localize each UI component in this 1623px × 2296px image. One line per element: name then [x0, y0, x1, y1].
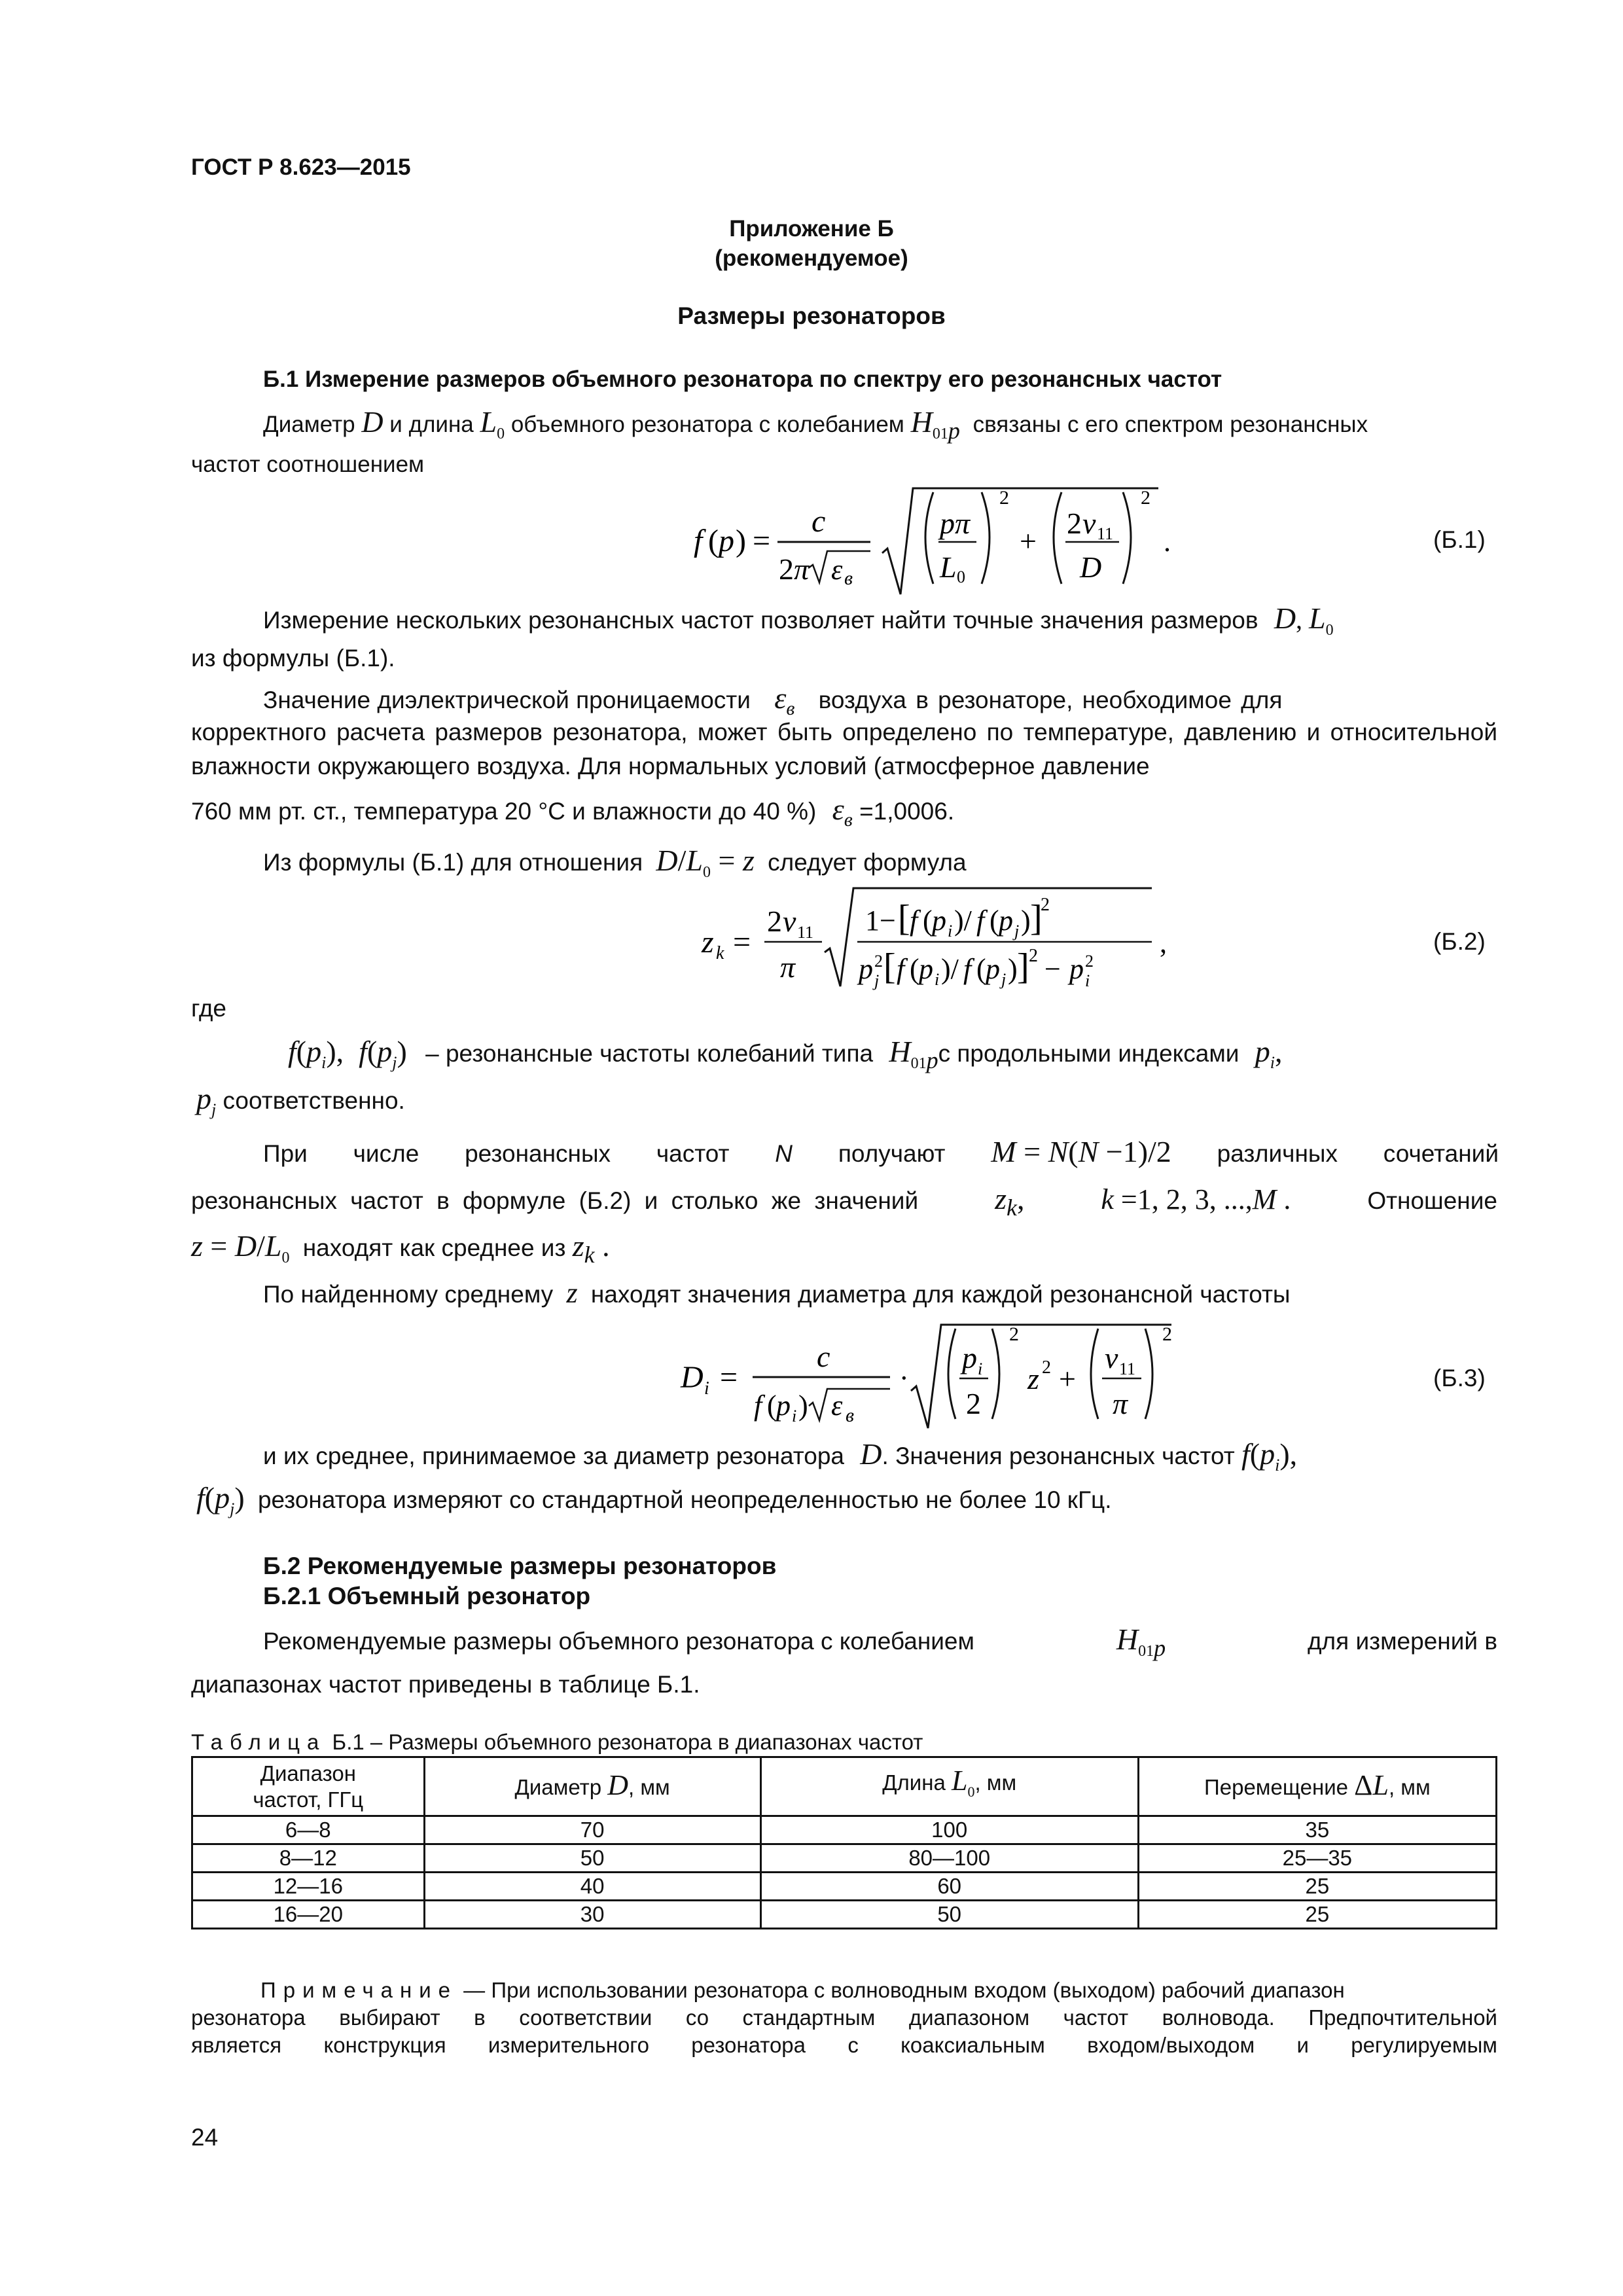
text-fragment: По найденному среднему: [263, 1281, 554, 1308]
table-caption-text: Б.1 – Размеры объемного резонатора в диапазонах частот: [326, 1730, 923, 1754]
note-line2: резонатора выбирают в соответствии со стандартным диапазоном частот волновода. Предпочтительной: [191, 2005, 1497, 2030]
paragraph-b1-p2-line1: Измерение нескольких резонансных частот позволяет найти точные значения размеров D, $L_0$: [263, 601, 1334, 639]
header-text: Перемещение: [1204, 1775, 1348, 1799]
table-row: [192, 1901, 1497, 1929]
resonator-size-table: [191, 1756, 1497, 1929]
svg-text:L: L: [940, 550, 957, 584]
svg-text:D: D: [681, 1360, 704, 1395]
appendix-heading: Размеры резонаторов: [677, 302, 946, 329]
svg-text:π: π: [780, 950, 796, 984]
symbol-D: D: [361, 405, 383, 439]
svg-text:1−: 1−: [865, 905, 896, 937]
text-fragment: Отношение: [1367, 1187, 1497, 1214]
text-fragment: сочетаний: [1383, 1140, 1499, 1167]
paragraph-b1-p6-line2: [191, 1181, 1497, 1221]
symbol-D: D: [860, 1437, 882, 1471]
note-line1: [191, 1977, 1497, 2004]
header-displacement: [1138, 1757, 1496, 1816]
svg-text:2: 2: [767, 905, 782, 938]
svg-text:(: (: [910, 953, 919, 985]
text-fragment: =1,0006.: [859, 798, 955, 825]
svg-text:f: f: [976, 905, 985, 937]
svg-text:ν: ν: [783, 905, 796, 938]
note-label: Примечание: [260, 1978, 458, 2002]
table-caption: [191, 1730, 923, 1755]
table-header-row: [192, 1757, 1497, 1816]
symbol-f-pi-pj: $f(p_i)$, $f(p_j)$: [288, 1035, 407, 1073]
svg-text:i: i: [792, 1407, 797, 1426]
svg-text:(: (: [708, 524, 719, 558]
text-fragment: следует формула: [768, 849, 967, 876]
section-b21-heading: Б.2.1 Объемный резонатор: [263, 1583, 591, 1609]
text-fragment: получают: [838, 1140, 946, 1167]
text-fragment: находят значения диаметра для каждой резонансной частоты: [590, 1281, 1291, 1308]
table-row: [192, 1873, 1497, 1901]
header-line: Диапазон: [260, 1761, 356, 1785]
symbol-L0: $L_0$: [951, 1765, 975, 1800]
svg-text:[: [: [898, 898, 910, 939]
svg-text:2: 2: [1162, 1323, 1172, 1345]
text-fragment: резонансных: [465, 1140, 611, 1167]
paragraph-b21-line1: [263, 1622, 1497, 1662]
symbol-pi: $p_i$,: [1255, 1035, 1283, 1073]
svg-text:2: 2: [1067, 507, 1082, 540]
svg-text:0: 0: [957, 567, 965, 586]
header-diameter: [424, 1757, 760, 1816]
svg-text:): ): [1021, 905, 1031, 937]
svg-text:ε: ε: [831, 554, 843, 586]
cell-displacement: 35: [1138, 1816, 1496, 1844]
symbol-k-range: k =1, 2, 3, ...,M .: [1101, 1183, 1291, 1215]
cell-displacement: 25: [1138, 1873, 1496, 1901]
note-line3: является конструкция измерительного резонатора с коаксиальным входом/выходом и регулируемым: [191, 2033, 1497, 2057]
svg-text:2: 2: [966, 1387, 981, 1420]
symbol-zk: $z_k$ .: [572, 1229, 610, 1268]
symbol-z-ratio: $z = D/L_0$: [191, 1229, 290, 1267]
paragraph-b1-p6-line3: [191, 1229, 610, 1268]
paragraph-b1-p5-line2: [196, 1081, 405, 1120]
paragraph-b1-line2: частот соотношением: [191, 452, 425, 477]
symbol-delta-L: ΔL: [1354, 1769, 1389, 1801]
text-fragment: объемного резонатора с колебанием: [510, 412, 904, 437]
svg-text:p: p: [1069, 953, 1084, 985]
svg-text:2: 2: [1009, 1323, 1019, 1345]
symbol-pj: $p_j$: [196, 1082, 217, 1120]
svg-text:f: f: [754, 1390, 762, 1422]
svg-text:p: p: [962, 1341, 977, 1374]
svg-text:): ): [1008, 953, 1018, 985]
equation-b1: [687, 478, 1211, 602]
header-length: [760, 1757, 1138, 1816]
svg-text:j: j: [874, 971, 880, 990]
text-fragment: и их среднее, принимаемое за диаметр резонатора: [263, 1443, 844, 1469]
svg-text:π: π: [1113, 1387, 1128, 1420]
svg-text:)/: )/: [941, 953, 959, 985]
svg-text:+: +: [1059, 1362, 1076, 1395]
svg-text:]: ]: [1030, 898, 1043, 939]
svg-text:f: f: [963, 953, 972, 985]
paragraph-b1-p3-body: корректного расчета размеров резонатора, может быть определено по температуре, давлению и относительной влажности окружающего воздуха. Для нормальных условий (атмосферное давление: [191, 719, 1497, 780]
svg-text:2: 2: [1085, 952, 1094, 971]
svg-text:f: f: [897, 953, 905, 985]
symbol-epsilon: $\varepsilon_в$: [774, 681, 795, 720]
svg-text:z: z: [702, 925, 714, 960]
header-frequency-range: [192, 1757, 425, 1816]
page-number: 24: [191, 2124, 219, 2151]
note-text: — При использовании резонатора с волноводным входом (выходом) рабочий диапазон: [457, 1978, 1345, 2002]
header-text: Диаметр: [514, 1775, 602, 1799]
cell-frequency-range: 16—20: [192, 1901, 425, 1929]
svg-text:): ): [736, 524, 746, 558]
symbol-N: N: [775, 1140, 793, 1167]
cell-frequency-range: 12—16: [192, 1873, 425, 1901]
appendix-status: (рекомендуемое): [715, 245, 908, 271]
paragraph-b1-p2-line2: из формулы (Б.1).: [191, 645, 395, 672]
symbol-H01p: $H_{01p}$: [1116, 1623, 1166, 1662]
symbol-zk: $z_k$,: [995, 1182, 1025, 1221]
text-fragment: . Значения резонансных частот: [882, 1443, 1235, 1469]
svg-text:(: (: [976, 953, 986, 985]
cell-length: 80—100: [760, 1844, 1138, 1873]
symbol-L0: $L_0$: [480, 405, 505, 443]
svg-text:k: k: [716, 943, 724, 963]
svg-text:D: D: [1080, 550, 1102, 584]
symbol-H01p: $H_{01p}$: [889, 1035, 938, 1074]
paragraph-b1-p3-line1: [263, 681, 1282, 720]
svg-text:(: (: [923, 905, 933, 937]
paragraph-b1-p8-line2: [196, 1480, 1112, 1519]
cell-frequency-range: 8—12: [192, 1844, 425, 1873]
header-line: частот, ГГц: [253, 1787, 364, 1812]
svg-text:c: c: [817, 1340, 830, 1373]
where-label: где: [191, 995, 227, 1022]
svg-text:ν: ν: [1082, 507, 1096, 540]
svg-text:π: π: [794, 552, 810, 586]
svg-text:c: c: [812, 504, 826, 539]
paragraph-b21-line2: диапазонах частот приведены в таблице Б.1.: [191, 1671, 700, 1698]
svg-text:i: i: [948, 922, 953, 941]
equation-b1-number: (Б.1): [1433, 526, 1486, 553]
table-note: [191, 1977, 1497, 2059]
text-fragment: частот: [656, 1140, 730, 1167]
svg-text:i: i: [704, 1378, 709, 1399]
paragraph-b1-p7: [263, 1276, 1291, 1310]
svg-text:−: −: [1044, 953, 1061, 985]
document-id: ГОСТ Р 8.623—2015: [191, 154, 411, 180]
cell-displacement: 25—35: [1138, 1844, 1496, 1873]
svg-text:p: p: [719, 524, 734, 558]
header-text: , мм: [1388, 1775, 1431, 1799]
text-fragment: Рекомендуемые размеры объемного резонатора с колебанием: [263, 1628, 974, 1655]
svg-text:p: p: [986, 953, 1000, 985]
svg-text:i: i: [978, 1359, 983, 1378]
svg-text:11: 11: [1119, 1359, 1136, 1378]
table-caption-label: Таблица: [191, 1730, 327, 1754]
header-text: , мм: [974, 1770, 1017, 1795]
svg-text:2: 2: [1041, 895, 1050, 915]
paragraph-b1-p8-line1: [263, 1437, 1297, 1475]
table-row: [192, 1844, 1497, 1873]
table-row: [192, 1816, 1497, 1844]
text-fragment: с продольными индексами: [938, 1040, 1240, 1067]
svg-text:]: ]: [1017, 946, 1029, 987]
svg-text:=: =: [753, 524, 771, 558]
svg-text:p: p: [859, 953, 873, 985]
svg-text:(: (: [767, 1390, 777, 1422]
text-fragment: резонатора измеряют со стандартной неопределенностью не более 10 кГц.: [257, 1486, 1112, 1513]
symbol-ratio: $D/L_0 = z$: [656, 844, 755, 882]
text-fragment: При: [263, 1140, 308, 1167]
svg-text:11: 11: [1097, 524, 1114, 543]
paragraph-b1-p6-line1: [263, 1134, 1499, 1169]
cell-diameter: 50: [424, 1844, 760, 1873]
svg-text:2: 2: [874, 952, 883, 971]
svg-text:+: +: [1020, 524, 1037, 558]
text-fragment: связаны с его спектром резонансных: [972, 412, 1368, 437]
svg-text:f: f: [694, 524, 703, 558]
svg-text:p: p: [776, 1390, 791, 1422]
svg-text:2: 2: [1141, 487, 1150, 509]
cell-length: 60: [760, 1873, 1138, 1901]
svg-text:p: p: [932, 905, 946, 937]
appendix-title: Приложение Б: [729, 216, 894, 242]
svg-text:j: j: [1001, 970, 1007, 989]
text-fragment: Измерение нескольких резонансных частот позволяет найти точные значения размеров: [263, 607, 1258, 634]
text-fragment: – резонансные частоты колебаний типа: [425, 1040, 874, 1067]
paragraph-b1-line1: [263, 404, 1507, 444]
equation-b3-number: (Б.3): [1433, 1365, 1486, 1391]
svg-text:2: 2: [999, 487, 1009, 509]
text-fragment: Диаметр: [263, 412, 355, 437]
equation-b2-number: (Б.2): [1433, 928, 1486, 955]
svg-text:·: ·: [899, 1362, 909, 1394]
text-fragment: соответственно.: [223, 1087, 405, 1114]
svg-text:p: p: [919, 953, 933, 985]
header-text: Длина: [882, 1770, 946, 1795]
svg-text:f: f: [910, 905, 918, 937]
cell-diameter: 70: [424, 1816, 760, 1844]
paragraph-b1-p4: [263, 843, 967, 882]
svg-text:11: 11: [797, 923, 814, 942]
svg-text:)/: )/: [954, 905, 972, 937]
svg-text:=: =: [733, 925, 751, 960]
equation-b2: [694, 880, 1191, 998]
svg-text:ν: ν: [1105, 1341, 1118, 1374]
svg-text:.: .: [1164, 526, 1171, 558]
cell-diameter: 30: [424, 1901, 760, 1929]
svg-text:i: i: [935, 970, 940, 989]
symbol-z: z: [566, 1277, 578, 1309]
svg-text:(: (: [990, 905, 999, 937]
text-fragment: и длина: [389, 412, 474, 437]
cell-frequency-range: 6—8: [192, 1816, 425, 1844]
cell-length: 100: [760, 1816, 1138, 1844]
symbol-D: D: [1274, 601, 1296, 635]
text-fragment: различных: [1217, 1140, 1338, 1167]
svg-text:): ): [798, 1390, 808, 1422]
svg-text:ε: ε: [831, 1390, 843, 1422]
symbol-epsilon: $\varepsilon_в$: [832, 793, 853, 831]
cell-length: 50: [760, 1901, 1138, 1929]
svg-text:=: =: [720, 1360, 738, 1395]
svg-text:i: i: [1085, 971, 1090, 990]
paragraph-b1-p3-line4: [191, 792, 954, 831]
section-b2-heading: Б.2 Рекомендуемые размеры резонаторов: [263, 1552, 777, 1579]
svg-text:j: j: [1014, 922, 1020, 941]
paragraph-b1-p5-line1: [288, 1034, 1282, 1074]
cell-displacement: 25: [1138, 1901, 1496, 1929]
text-fragment: для измерений в: [1307, 1628, 1497, 1655]
symbol-L0: $L_0$: [1309, 601, 1334, 639]
text-fragment: Значение диэлектрической проницаемости: [263, 687, 751, 713]
symbol-H01p: $H_{01p}$: [910, 405, 960, 444]
equation-b3: [674, 1316, 1198, 1433]
symbol-M-formula: M = N(N −1)/2: [991, 1135, 1171, 1168]
svg-text:p: p: [999, 905, 1013, 937]
header-text: , мм: [628, 1775, 670, 1799]
svg-text:в: в: [844, 567, 853, 589]
svg-text:2: 2: [1029, 946, 1038, 966]
symbol-D: D: [607, 1769, 629, 1801]
cell-diameter: 40: [424, 1873, 760, 1901]
svg-text:в: в: [846, 1405, 855, 1426]
svg-text:,: ,: [1160, 927, 1167, 959]
svg-text:[: [: [883, 946, 896, 987]
text-fragment: Из формулы (Б.1) для отношения: [263, 849, 643, 876]
symbol-f-pi: $f(p_i)$,: [1241, 1437, 1298, 1475]
symbol-f-pj: $f(p_j)$: [196, 1481, 245, 1519]
text-fragment: воздуха в резонаторе, необходимое для: [818, 687, 1283, 713]
svg-text:2: 2: [779, 552, 794, 586]
text-fragment: находят как среднее из: [302, 1234, 566, 1261]
text-fragment: 760 мм рт. ст., температура 20 °С и влажности до 40 %): [191, 798, 817, 825]
svg-text:2: 2: [1042, 1357, 1051, 1378]
section-b1-heading: Б.1 Измерение размеров объемного резонатора по спектру его резонансных частот: [263, 367, 1222, 392]
text-fragment: числе: [353, 1140, 419, 1167]
svg-text:pπ: pπ: [940, 507, 971, 540]
text-fragment: резонансных частот в формуле (Б.2) и столько же значений: [191, 1187, 919, 1214]
svg-text:z: z: [1027, 1362, 1039, 1395]
